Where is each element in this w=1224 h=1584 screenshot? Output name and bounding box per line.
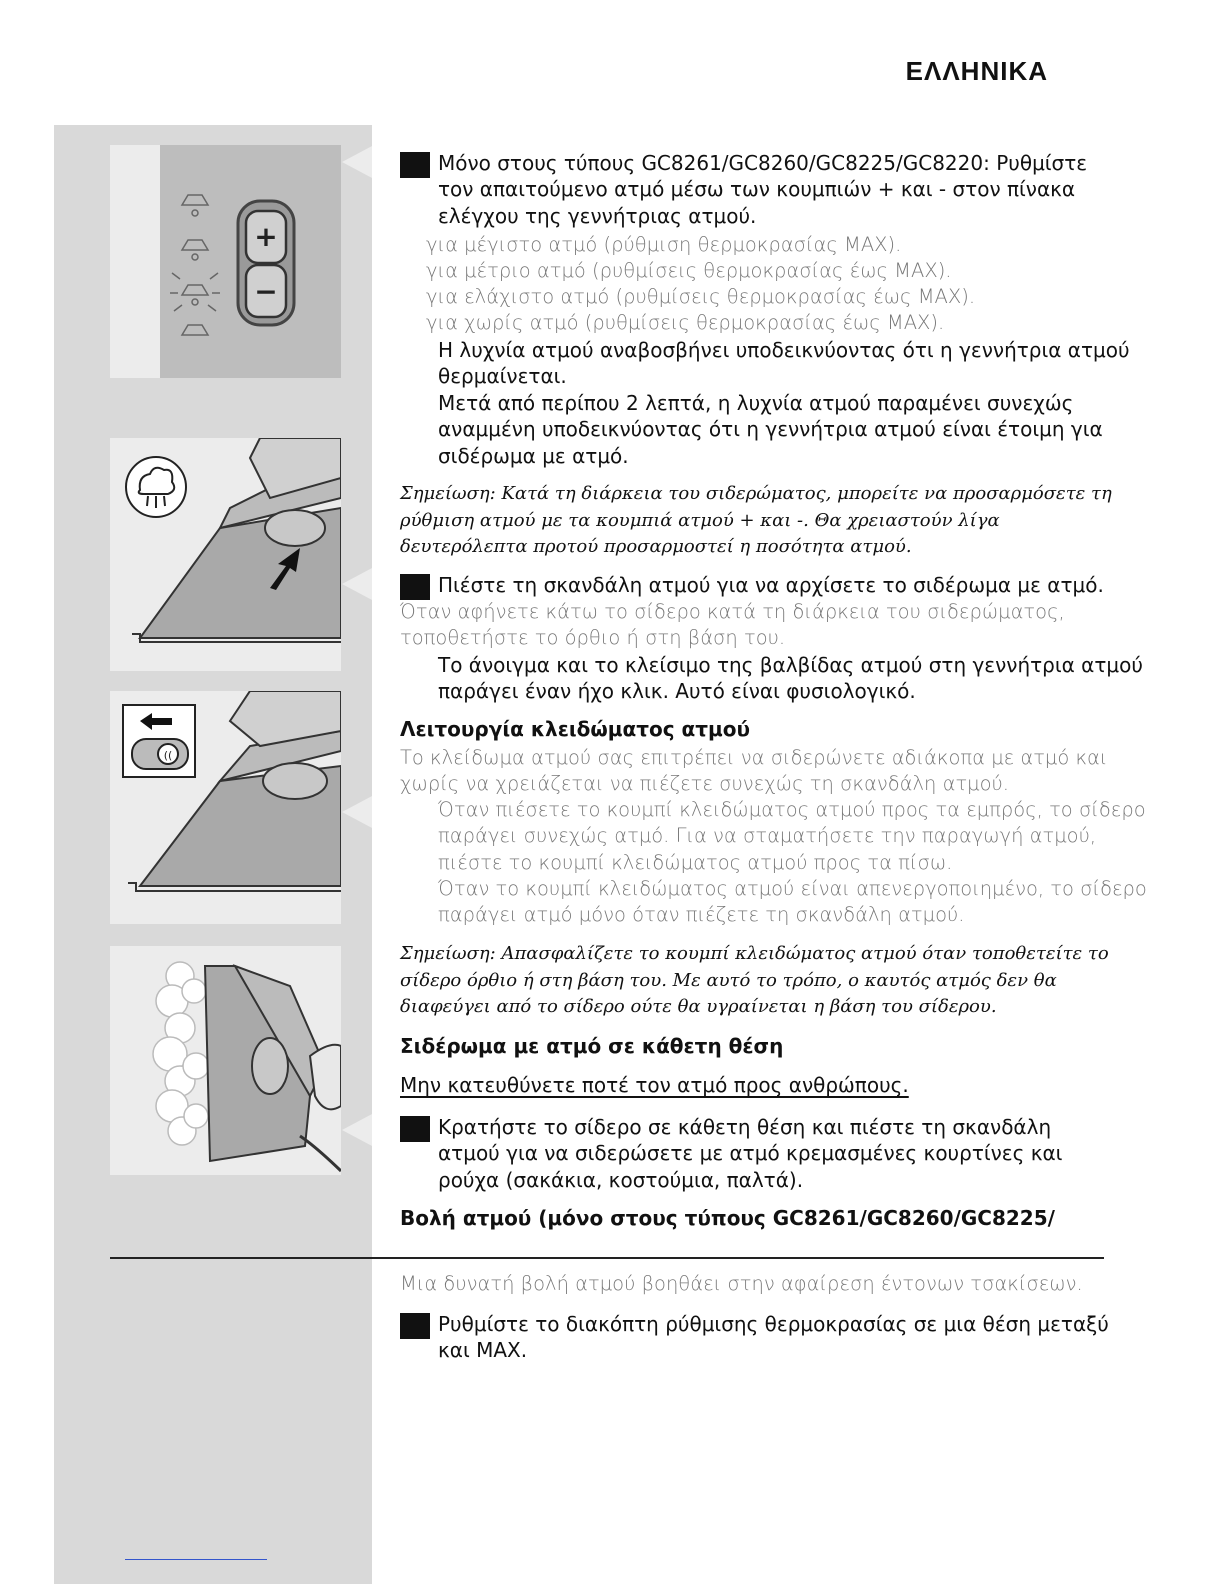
para-steam-lock-forward: Όταν πιέσετε το κουμπί κλειδώματος ατμού προς τα εμπρός, το σίδερο παράγει συνεχώς ατμό. Για να σταματήσετε την παραγωγή ατμού, πιέστε το κουμπί κλειδώματος ατμού προς τα πίσω.: [438, 798, 1146, 874]
step-set-temperature: [400, 1311, 1112, 1364]
section-divider: [110, 1257, 1104, 1259]
pointer-1: [342, 146, 372, 178]
language-title: ΕΛΛΗΝΙΚΑ: [905, 56, 1048, 86]
step-steam-setting: [400, 150, 1112, 229]
pointer-4: [342, 1114, 372, 1146]
steam-option-medium: για μέτριο ατμό (ρυθμίσεις θερμοκρασίας έως MAX).: [426, 259, 952, 282]
para-steam-lock-off: Όταν το κουμπί κλειδώματος ατμού είναι απενεργοποιημένο, το σίδερο παράγει ατμό μόνο όταν πιέζετε τη σκανδάλη ατμού.: [438, 877, 1147, 927]
minus-button-label: −: [254, 275, 278, 308]
heading-shot-of-steam: Βολή ατμού (μόνο στους τύπους GC8261/GC8260/GC8225/: [400, 1206, 1055, 1230]
plus-button-label: +: [254, 220, 278, 253]
warning-no-people: Μην κατευθύνετε ποτέ τον ατμό προς ανθρώπους.: [400, 1073, 909, 1097]
step-bullet: [400, 1313, 430, 1339]
step-text: Πιέστε τη σκανδάλη ατμού για να αρχίσετε το σιδέρωμα με ατμό.: [438, 573, 1104, 597]
step-text: Κρατήστε το σίδερο σε κάθετη θέση και πιέστε τη σκανδάλη ατμού για να σιδερώσετε με ατμό κρεμασμένες κουρτίνες και ρούχα (σακάκια, κοστούμια, παλτά).: [438, 1115, 1063, 1192]
para-click-sound: Το άνοιγμα και το κλείσιμο της βαλβίδας ατμού στη γεννήτρια ατμού παράγει έναν ήχο κλικ. Αυτό είναι φυσιολογικό.: [438, 653, 1143, 704]
footer-link-line: [125, 1559, 267, 1560]
figure-steam-lock: [110, 691, 341, 924]
note-unlock: Σημείωση: Απασφαλίζετε το κουμπί κλειδώματος ατμού όταν τοποθετείτε το σίδερο όρθιο ή στη βάση του. Με αυτό το τρόπο, ο καυτός ατμός δεν θα διαφεύγει από το σίδερο ούτε θα υγραίνεται η βάση του σίδερου.: [400, 943, 1109, 1017]
pointer-2: [342, 568, 372, 600]
step-bullet: [400, 1116, 430, 1142]
step-vertical-steaming: [400, 1114, 1112, 1193]
info-put-iron-down: Όταν αφήνετε κάτω το σίδερο κατά τη διάρκεια του σιδερώματος, τοποθετήστε το όρθιο ή στη βάση του.: [400, 600, 1065, 650]
heading-vertical-steaming: Σιδέρωμα με ατμό σε κάθετη θέση: [400, 1034, 784, 1058]
intro-steam-lock: Το κλείδωμα ατμού σας επιτρέπει να σιδερώνετε αδιάκοπα με ατμό και χωρίς να χρειάζεται να πιέζετε συνεχώς τη σκανδάλη ατμού.: [400, 746, 1108, 796]
heading-steam-lock: Λειτουργία κλειδώματος ατμού: [400, 717, 751, 741]
figure-vertical-steaming: [110, 946, 341, 1175]
figure-control-panel: [110, 145, 341, 378]
intro-shot-of-steam: Μια δυνατή βολή ατμού βοηθάει στην αφαίρεση έντονων τσακίσεων.: [400, 1272, 1083, 1295]
step-press-trigger: [400, 572, 1112, 598]
step-text: Μόνο στους τύπους GC8261/GC8260/GC8225/GC8220: Ρυθμίστε τον απαιτούμενο ατμό μέσω των κουμπιών + και - στον πίνακα ελέγχου της γεννήτριας ατμού.: [438, 151, 1088, 228]
svg-text:((: ((: [163, 749, 173, 762]
step-bullet: [400, 152, 430, 178]
figure-steam-trigger: [110, 438, 341, 671]
para-light-blinks: Η λυχνία ατμού αναβοσβήνει υποδεικνύοντας ότι η γεννήτρια ατμού θερμαίνεται.: [438, 338, 1130, 389]
steam-cloud-illustration: [153, 962, 209, 1145]
step-bullet: [400, 574, 430, 600]
step-text: Ρυθμίστε το διακόπτη ρύθμισης θερμοκρασίας σε μια θέση μεταξύ και MAX.: [438, 1312, 1109, 1363]
para-light-steady: Μετά από περίπου 2 λεπτά, η λυχνία ατμού παραμένει συνεχώς αναμμένη υποδεικνύοντας ότι η γεννήτρια ατμού είναι έτοιμη για σιδέρωμα με ατμό.: [438, 391, 1103, 468]
steam-option-none: για χωρίς ατμό (ρυθμίσεις θερμοκρασίας έως MAX).: [426, 311, 945, 334]
note-adjust-steam: Σημείωση: Κατά τη διάρκεια του σιδερώματος, μπορείτε να προσαρμόσετε τη ρύθμιση ατμού με τα κουμπιά ατμού + και -. Θα χρειαστούν λίγα δευτερόλεπτα προτού προσαρμοστεί η ποσότητα ατμού.: [400, 483, 1112, 557]
steam-option-min: για ελάχιστο ατμό (ρυθμίσεις θερμοκρασίας έως MAX).: [426, 285, 976, 308]
steam-option-max: για μέγιστο ατμό (ρύθμιση θερμοκρασίας MAX).: [426, 233, 902, 256]
pointer-3: [342, 796, 372, 828]
